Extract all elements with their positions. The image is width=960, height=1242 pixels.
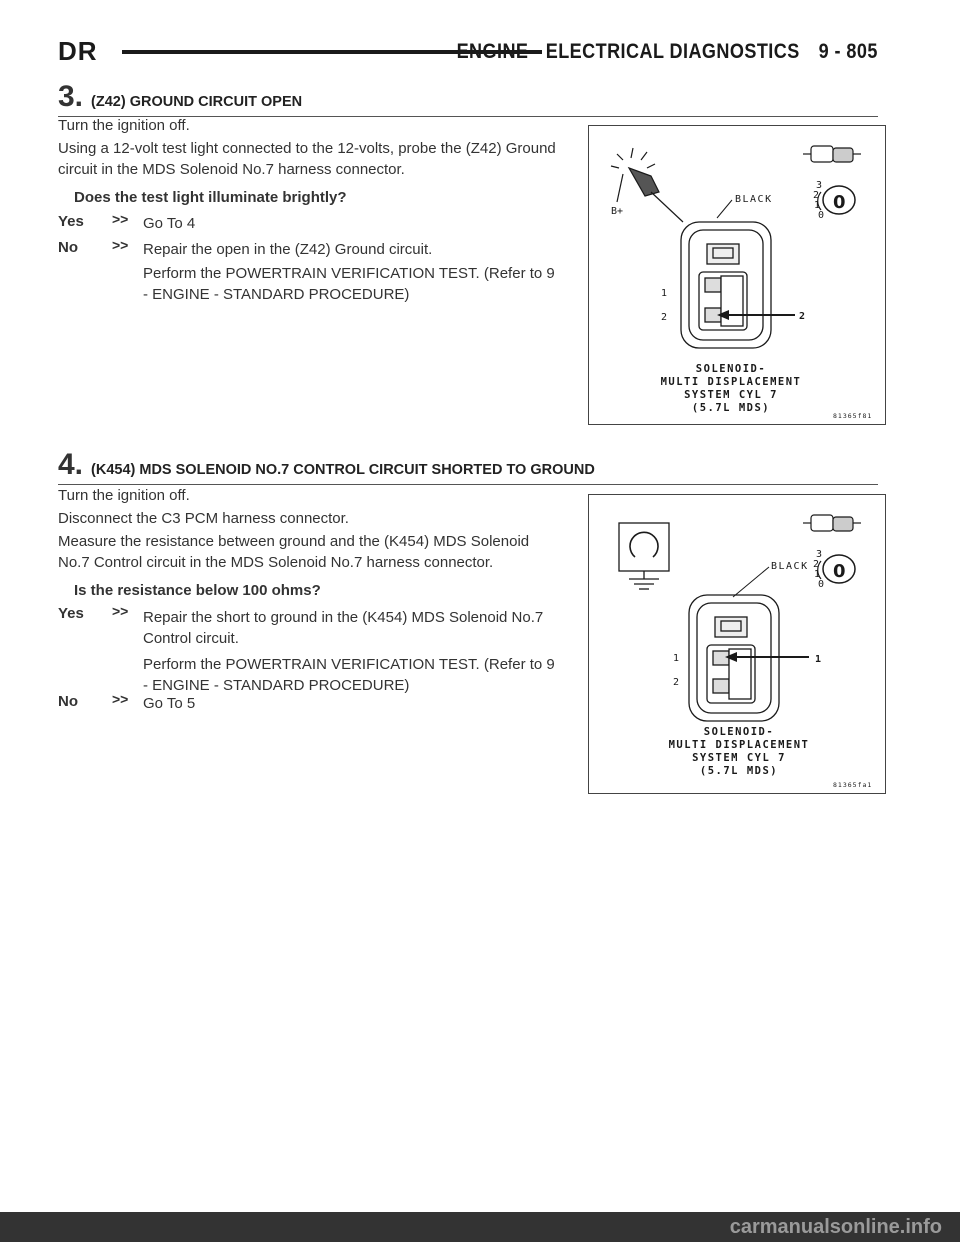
answer-arrow: >> bbox=[112, 691, 129, 707]
no-answer: Go To 5 bbox=[143, 695, 196, 712]
caption-line-4: (5.7L MDS) bbox=[699, 765, 779, 777]
svg-text:0: 0 bbox=[818, 210, 825, 221]
caption-line-4: (5.7L MDS) bbox=[691, 402, 771, 414]
callout-label: 1 bbox=[815, 654, 822, 665]
harness-connector bbox=[681, 222, 771, 348]
wire-color-label: BLACK bbox=[735, 194, 773, 205]
connector-icon bbox=[803, 146, 861, 162]
connector-diagram bbox=[589, 126, 885, 424]
step-number: 3. bbox=[58, 80, 84, 113]
caption-line-2: MULTI DISPLACEMENT bbox=[660, 376, 802, 388]
caption-line-1: SOLENOID- bbox=[703, 726, 775, 738]
yes-answer: Go To 4 bbox=[143, 215, 196, 232]
pin-1-label: 1 bbox=[661, 288, 668, 299]
svg-text:0: 0 bbox=[818, 579, 825, 590]
no-label: No bbox=[58, 239, 78, 256]
step-4-instruction-1: Turn the ignition off. bbox=[58, 487, 190, 504]
step-title: (K454) MDS SOLENOID NO.7 CONTROL CIRCUIT SHORTED TO GROUND bbox=[91, 462, 595, 478]
step-4-heading bbox=[58, 448, 878, 485]
figure-test-light-probe bbox=[588, 125, 886, 425]
figure-code: 81365fa1 bbox=[833, 781, 873, 789]
svg-text:2: 2 bbox=[813, 559, 820, 570]
step-number: 4. bbox=[58, 448, 84, 481]
yes-label: Yes bbox=[58, 213, 84, 230]
step-4-instruction-2: Disconnect the C3 PCM harness connector. bbox=[58, 510, 349, 527]
answer-arrow: >> bbox=[112, 603, 129, 619]
bplus-label: B+ bbox=[611, 206, 624, 217]
caption-line-3: SYSTEM CYL 7 bbox=[692, 752, 786, 764]
svg-text:2: 2 bbox=[813, 190, 820, 201]
callout-label: 2 bbox=[799, 311, 806, 322]
step-4-question: Is the resistance below 100 ohms? bbox=[74, 582, 321, 599]
yes-label: Yes bbox=[58, 605, 84, 622]
answer-arrow: >> bbox=[112, 237, 129, 253]
page-number: 9 - 805 bbox=[818, 40, 878, 63]
caption-line-2: MULTI DISPLACEMENT bbox=[668, 739, 810, 751]
figure-code: 81365f81 bbox=[833, 412, 873, 420]
page-header bbox=[58, 36, 878, 66]
pin-1-label: 1 bbox=[673, 653, 680, 664]
caption-line-3: SYSTEM CYL 7 bbox=[684, 389, 778, 401]
yes-answer-verify: Perform the POWERTRAIN VERIFICATION TEST. (Refer to 9 - ENGINE - STANDARD PROCEDURE) bbox=[143, 656, 555, 694]
svg-text:1: 1 bbox=[814, 569, 821, 580]
svg-text:0: 0 bbox=[833, 192, 846, 213]
step-3-instruction-1: Turn the ignition off. bbox=[58, 117, 190, 134]
pin-2-label: 2 bbox=[673, 677, 680, 688]
svg-text:3: 3 bbox=[816, 549, 823, 560]
ohmmeter-ground-icon bbox=[619, 523, 669, 589]
wire-color-label: BLACK bbox=[771, 561, 809, 572]
svg-text:0: 0 bbox=[833, 561, 846, 582]
no-label: No bbox=[58, 693, 78, 710]
step-3-instruction-2: Using a 12-volt test light connected to the 12-volts, probe the (Z42) Ground circuit in the MDS Solenoid No.7 harness connector. bbox=[58, 140, 556, 178]
ignition-key-icon bbox=[813, 549, 855, 590]
no-answer-repair: Repair the open in the (Z42) Ground circuit. bbox=[143, 241, 433, 258]
step-3-question: Does the test light illuminate brightly? bbox=[74, 189, 347, 206]
figure-resistance-measurement bbox=[588, 494, 886, 794]
answer-arrow: >> bbox=[112, 211, 129, 227]
connector-icon bbox=[803, 515, 861, 531]
watermark-bar bbox=[0, 1212, 960, 1242]
step-4-instruction-3: Measure the resistance between ground and the (K454) MDS Solenoid No.7 Control circuit in the MDS Solenoid No.7 harness connector. bbox=[58, 533, 530, 571]
step-title: (Z42) GROUND CIRCUIT OPEN bbox=[91, 94, 303, 110]
pin-2-label: 2 bbox=[661, 312, 668, 323]
watermark-text: carmanualsonline.info bbox=[729, 1216, 942, 1238]
no-answer-verify: Perform the POWERTRAIN VERIFICATION TEST. (Refer to 9 - ENGINE - STANDARD PROCEDURE) bbox=[143, 265, 555, 303]
svg-text:3: 3 bbox=[816, 180, 823, 191]
section-title: ENGINE - ELECTRICAL DIAGNOSTICS 9 - 805 bbox=[456, 40, 878, 63]
svg-text:1: 1 bbox=[814, 200, 821, 211]
yes-answer-repair: Repair the short to ground in the (K454) MDS Solenoid No.7 Control circuit. bbox=[143, 609, 544, 647]
step-3-heading bbox=[58, 80, 878, 117]
caption-line-1: SOLENOID- bbox=[695, 363, 767, 375]
ignition-key-icon bbox=[813, 180, 855, 221]
callout-arrow bbox=[717, 310, 795, 320]
model-code: DR bbox=[58, 36, 98, 66]
connector-diagram bbox=[589, 495, 885, 793]
